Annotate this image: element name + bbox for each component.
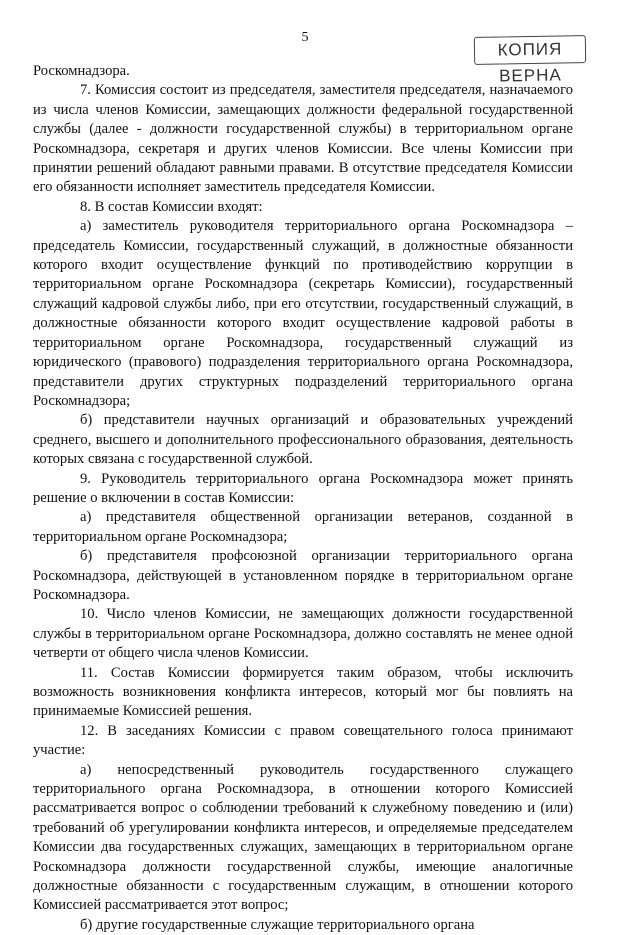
paragraph-10: 10. Число членов Комиссии, не замещающих должности государственной службы в территориальном органе Роскомнадзора, должно составлять не менее одной четверти от общего числа членов Комиссии. [33,606,573,662]
paragraph-9b: б) представителя профсоюзной организации территориального органа Роскомнадзора, действующей в установленном порядке в территориальном органе Роскомнадзора. [33,548,573,603]
page-number: 5 [301,30,309,45]
paragraph-12b: б) другие государственные служащие территориального органа [80,916,475,933]
paragraph-9a: а) представителя общественной организации ветеранов, созданной в территориальном органе Роскомнадзора; [33,509,573,545]
paragraph-11: 11. Состав Комиссии формируется таким образом, чтобы исключить возможность возникновения конфликта интересов, который мог бы повлиять на принимаемые Комиссией решения. [33,664,573,720]
paragraph-continuation: Роскомнадзора. [33,63,130,79]
paragraph-8a: а) заместитель руководителя территориального органа Роскомнадзора – председатель Комиссии, государственный служащий, в должностные обязанности которого входит осуществление функций по противодействию коррупции в территориальном органе Роскомнадзора (секретарь Комиссии), государственный служащий кадровой службы либо, при его отсутствии, государственный служащий, в должностные обязанности которого входит осуществление кадровой работы в территориальном органе Роскомнадзора, государственный служащий из юридического (правового) подразделения территориального органа Роскомнадзора, представители других структурных подразделений территориального органа Роскомнадзора; [33,218,573,409]
document-body [33,62,573,935]
paragraph-9: 9. Руководитель территориального органа Роскомнадзора может принять решение о включении в состав Комиссии: [33,470,573,506]
paragraph-12: 12. В заседаниях Комиссии с правом совещательного голоса принимают участие: [33,722,573,759]
paragraph-12a: а) непосредственный руководитель государственного служащего территориального органа Роскомнадзора, в отношении которого Комиссией рассматривается вопрос о соблюдении требований к служебному поведению и (или) требований об урегулировании конфликта интересов, и определяемые председателем Комиссии два государственных служащих, замещающих в территориальном органе Роскомнадзора должности государственной службы, имеющие аналогичные должностные обязанности с государственным служащим, в отношении которого Комиссией рассматривается этот вопрос; [33,761,573,914]
copy-certified-stamp: КОПИЯ ВЕРНА [474,35,586,65]
paragraph-8b: б) представители научных организаций и образовательных учреждений среднего, высшего и дополнительного профессионального образования, деятельность которых связана с государственной службой. [33,412,573,468]
paragraph-7: 7. Комиссия состоит из председателя, заместителя председателя, назначаемого из числа членов Комиссии, замещающих должности федеральной государственной службы (далее - должности государственной службы) в территориальном органе Роскомнадзора, секретаря и других членов Комиссии. Все члены Комиссии при принятии решений обладают равными правами. В отсутствие председателя Комиссии его обязанности исполняет заместитель председателя Комиссии. [33,82,573,196]
paragraph-8: 8. В состав Комиссии входят: [80,198,263,215]
